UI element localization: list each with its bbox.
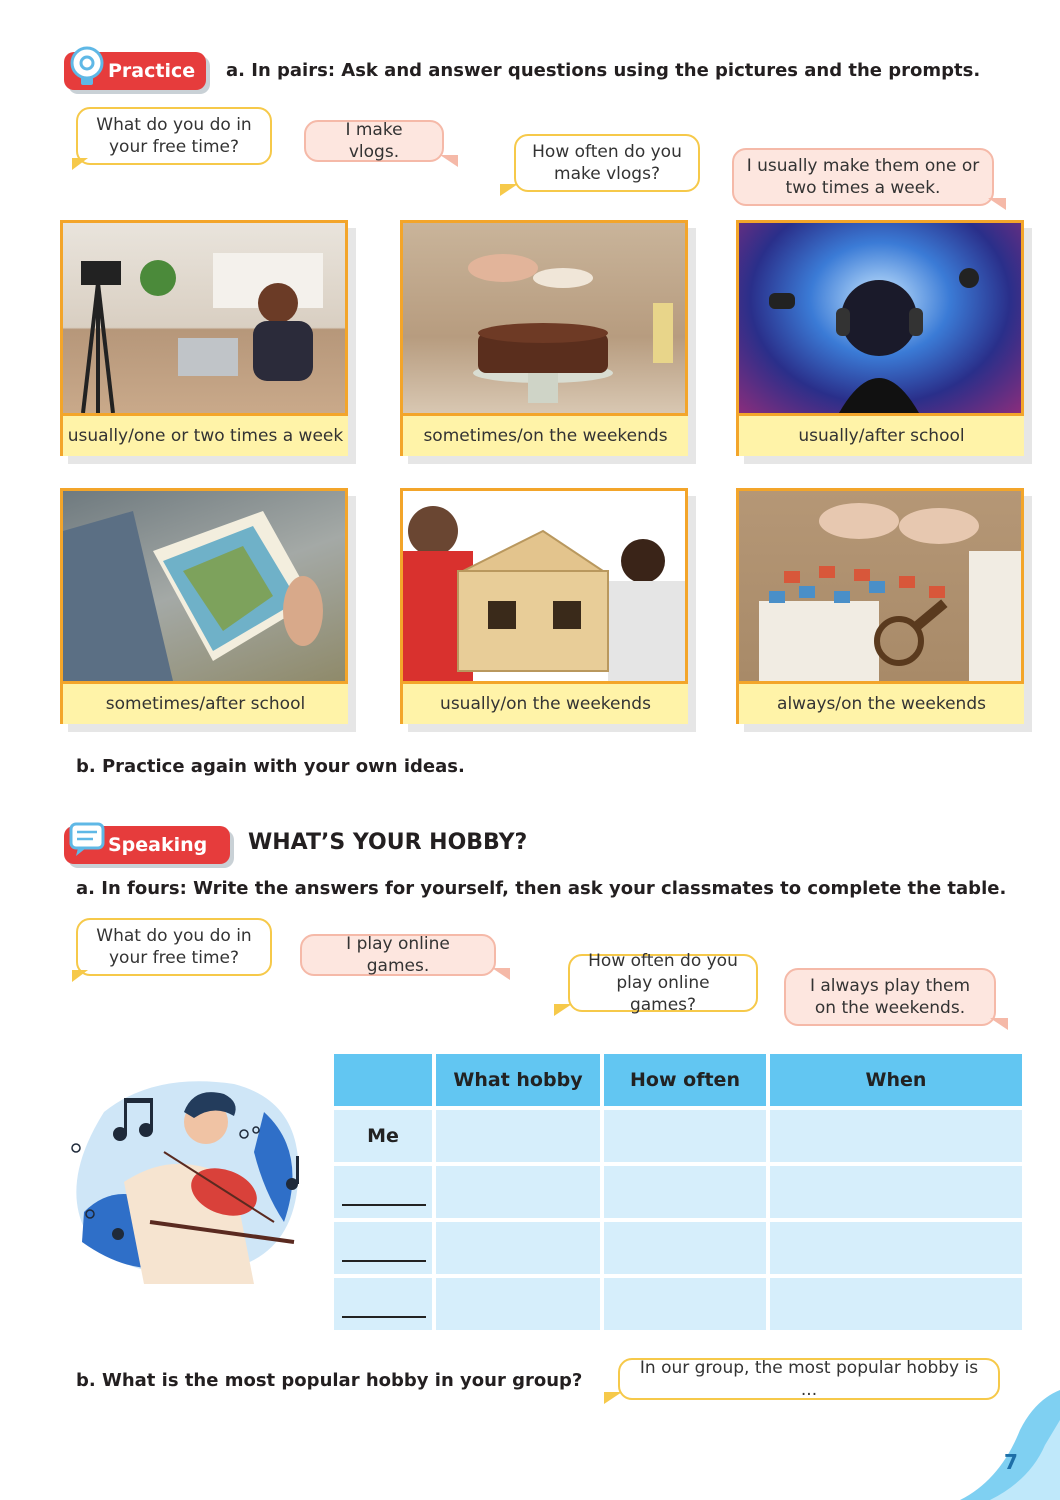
page-number: 7 xyxy=(1004,1450,1018,1474)
practice-bubble-1 xyxy=(76,107,272,165)
practice-instruction-a: a. In pairs: Ask and answer questions using the pictures and the prompts. xyxy=(226,60,981,81)
table-cell[interactable] xyxy=(770,1222,1022,1274)
table-cell[interactable] xyxy=(604,1278,766,1330)
practice-badge-label: Practice xyxy=(108,60,196,82)
bubble-text: How often do you play online games? xyxy=(588,951,738,1015)
card-caption: usually/on the weekends xyxy=(400,684,688,724)
bubble-tail xyxy=(604,1392,622,1404)
table-header-how-often: How often xyxy=(604,1054,766,1106)
table-row-label-blank[interactable] xyxy=(334,1278,432,1330)
vlogging-illustration xyxy=(63,223,345,413)
vlogging-photo xyxy=(60,220,348,416)
bubble-text: What do you do in your free time? xyxy=(96,115,252,157)
speaking-instruction-b: b. What is the most popular hobby in your group? xyxy=(76,1370,583,1391)
table-cell[interactable] xyxy=(436,1222,600,1274)
table-row-label-blank[interactable] xyxy=(334,1166,432,1218)
practice-badge xyxy=(64,52,206,90)
table-cell[interactable] xyxy=(436,1278,600,1330)
stamps-illustration xyxy=(739,491,1021,681)
speaking-badge xyxy=(64,826,230,864)
bubble-tail xyxy=(440,155,458,167)
stamp-collecting-photo xyxy=(736,488,1024,684)
table-cell[interactable] xyxy=(604,1110,766,1162)
picture-card-model-house xyxy=(400,488,688,724)
bubble-text: I usually make them one or two times a week. xyxy=(746,156,980,198)
table-cell[interactable] xyxy=(436,1110,600,1162)
bubble-tail xyxy=(492,968,510,980)
card-caption: usually/one or two times a week xyxy=(60,416,348,456)
table-cell[interactable] xyxy=(604,1222,766,1274)
table-cell[interactable] xyxy=(770,1166,1022,1218)
page-corner-decoration xyxy=(940,1390,1060,1500)
name-blank-line xyxy=(342,1316,426,1318)
bubble-tail xyxy=(72,158,88,170)
speaking-bubble-3 xyxy=(568,951,758,1015)
name-blank-line xyxy=(342,1260,426,1262)
picture-card-comics xyxy=(60,488,348,724)
table-row-label-blank[interactable] xyxy=(334,1222,432,1274)
gaming-photo xyxy=(736,220,1024,416)
picture-card-vlogging xyxy=(60,220,348,456)
speaking-badge-label: Speaking xyxy=(108,834,208,856)
cake-illustration xyxy=(403,223,685,413)
speaking-title: WHAT’S YOUR HOBBY? xyxy=(248,830,528,855)
bubble-text: I make vlogs. xyxy=(345,120,403,162)
practice-bubble-2 xyxy=(304,120,444,162)
bubble-text: In our group, the most popular hobby is ... xyxy=(639,1358,979,1400)
violinist-illustration xyxy=(64,1072,318,1284)
baking-cake-photo xyxy=(400,220,688,416)
table-cell[interactable] xyxy=(436,1166,600,1218)
comic-book-illustration xyxy=(63,491,345,681)
speech-bubble-icon xyxy=(68,820,106,862)
bubble-text: I always play them on the weekends. xyxy=(809,976,971,1018)
bubble-tail xyxy=(500,184,518,196)
speaking-bubble-1 xyxy=(76,918,272,976)
table-cell[interactable] xyxy=(770,1110,1022,1162)
practice-bubble-3 xyxy=(514,134,700,192)
speaking-instruction-a: a. In fours: Write the answers for yourself, then ask your classmates to complete the table. xyxy=(76,878,1007,899)
model-building-photo xyxy=(400,488,688,684)
bubble-tail xyxy=(988,198,1006,210)
table-row-label-me: Me xyxy=(334,1110,432,1162)
practice-instruction-b: b. Practice again with your own ideas. xyxy=(76,756,465,777)
table-header-blank xyxy=(334,1054,432,1106)
picture-card-stamps xyxy=(736,488,1024,724)
picture-card-baking xyxy=(400,220,688,456)
bubble-text: What do you do in your free time? xyxy=(96,926,252,968)
card-caption: sometimes/after school xyxy=(60,684,348,724)
picture-card-gaming xyxy=(736,220,1024,456)
lightbulb-gear-icon xyxy=(68,46,106,88)
bubble-tail xyxy=(72,970,88,982)
practice-bubble-4 xyxy=(732,148,994,206)
bubble-text: I play online games. xyxy=(346,934,450,976)
popsicle-house-illustration xyxy=(403,491,685,681)
table-cell[interactable] xyxy=(770,1278,1022,1330)
card-caption: usually/after school xyxy=(736,416,1024,456)
speaking-bubble-2 xyxy=(300,934,496,976)
card-caption: always/on the weekends xyxy=(736,684,1024,724)
comic-reading-photo xyxy=(60,488,348,684)
speaking-bubble-4 xyxy=(784,968,996,1026)
card-caption: sometimes/on the weekends xyxy=(400,416,688,456)
bubble-text: How often do you make vlogs? xyxy=(532,142,682,184)
bubble-tail xyxy=(990,1018,1008,1030)
table-header-when: When xyxy=(770,1054,1022,1106)
table-cell[interactable] xyxy=(604,1166,766,1218)
bubble-tail xyxy=(554,1004,572,1016)
table-header-what-hobby: What hobby xyxy=(436,1054,600,1106)
gamer-illustration xyxy=(739,223,1021,413)
name-blank-line xyxy=(342,1204,426,1206)
